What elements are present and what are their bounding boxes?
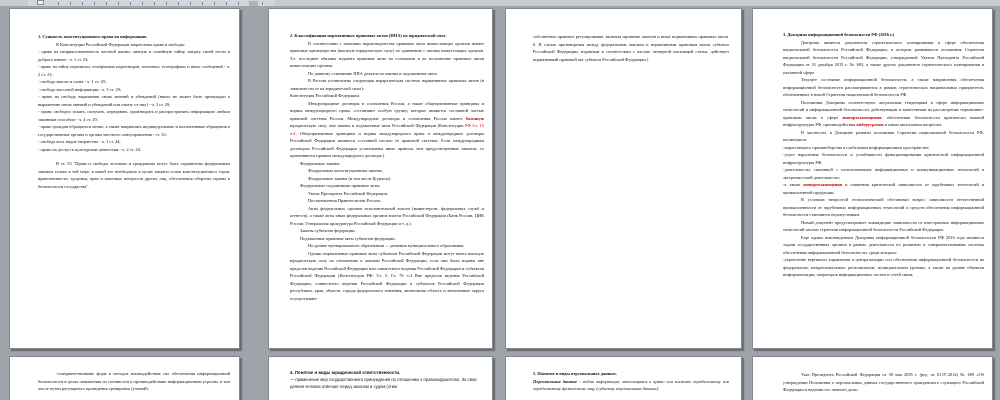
page-3-text <box>506 9 741 348</box>
text-block: -а также импортозамещения и снижения критической зависимости от зарубежных технологий и промышленной продукции. <box>783 182 985 195</box>
document-page-8[interactable] <box>752 356 993 400</box>
text-block: - право на доступ к культурным ценностям - ч. 2 ст. 44. <box>38 146 142 152</box>
text-block: -угроз нарушения безопасности и устойчивости функционирования критической информационной инфраструктуры РФ; <box>783 152 984 165</box>
text-block: Законы субъектов федерации. <box>300 228 356 233</box>
text-block: 1. Сущность конституционного права на информацию. <box>38 34 148 39</box>
text-block: Федеральные конституционные законы. <box>308 168 383 173</box>
page-1-text <box>10 9 239 348</box>
ruler-indent-marker[interactable] <box>249 1 258 6</box>
text-block: Акты федеральных органов исполнительной власти (министерств, федеральных служб и агентств), а также акты иных федеральных органов власти Российской Федерации (Банк России, ЦИК России, Генеральная прокуратура Российской Федерации и т. д.). <box>290 205 484 226</box>
document-page-5[interactable] <box>9 356 240 400</box>
text-block: Постановления Правительства России. <box>308 198 381 203</box>
ribbon-bottom-strip <box>0 0 1000 6</box>
text-block: - право на тайну переписки, телефонных переговоров, почтовых, телеграфных и иных сообщений - ч. 2 ст. 23; <box>38 64 230 77</box>
text-block: Однако нормативные правовые акты субъектов Российской Федерации могут иметь высшую юридическую силу по отношению к законам Российской Федерации, если они были изданы вне пределов ведения Российской Федерации или совместного ведения Российской Федерации и субъектов Российской Федерации (Конституция РФ: Гл. 3. Ст. 76 ч.4 Вне пределов ведения Российской Федерации, совместного ведения Российской Федерации и субъектов Российской Федерации республики, края, области, города федерального значения, автономная область и автономные округа осуществляют <box>290 250 484 301</box>
text-block: собственное правовое регулирование, включая принятие законов и иных нормативных правовых актов. 6. В случае противоречия между федеральным законом и нормативным правовым актом субъекта Российской Федерации, изданным в соответствии с частью четвертой настоящей статьи, действует нормативный правовой акт субъекта Российской Федерации.) <box>533 34 729 62</box>
text-block: Федеральные законы (в том числе Кодексы). <box>308 175 392 181</box>
document-page-7[interactable] <box>505 356 742 400</box>
page-5-text <box>10 357 239 400</box>
text-block: - право граждан обращаться лично, а также направлять индивидуальные и коллективные обращения в государственные органы и органы местного самоуправления - ст. 33; <box>38 124 230 137</box>
document-page-1[interactable] <box>9 8 240 349</box>
ruler-tick-marks <box>58 2 264 5</box>
page-4-text <box>753 9 992 348</box>
text-block: — применение мер государственного принуждения по отношению к правонарушителю. За свои деяния человек отвечает перед законом и судом (этим <box>290 377 477 389</box>
text-block: 3. Доктрина информационной безопасности РФ (2016 г.) <box>783 32 895 37</box>
text-block: На уровне муниципального образования — решения муниципального образования. <box>308 243 465 248</box>
text-block: - право на свободу выражения своих мнений и убеждений (никто не может быть принужден к выражению своих мнений и убеждений или отказу от них) - ч. 3 ст. 29; <box>38 94 230 107</box>
text-block: 2. Классификация нормативных правовых актов (НПА) по юридической силе. <box>290 33 447 38</box>
text-block: -деятельности, связанной с использованием информационных и коммуникационных технологий в экстремистской деятельности; <box>783 167 984 180</box>
text-block: Указ Президента Российской Федерации от 30 мая 2005 г. (ред. от 01.07.2014) № 609 «Об утверждении Положения о персональных данных государственного гражданского служащего Российской Федерации и ведении его личного дела» <box>783 372 984 392</box>
text-block: Федеральные подзаконные правовые акты: <box>300 183 381 188</box>
text-block: В условиях непростой геополитической обстановки вопрос зависимости отечественной промышленности от зарубежных информационных технологий и средств обеспечения информационной безопасности становится недопустимым. <box>783 197 984 217</box>
page-6-text <box>269 357 492 400</box>
text-block: -нарастающего противоборства в глобальном информационном пространстве; <box>783 144 930 150</box>
text-block: Подзаконные правовые акты субъектов федерации. <box>300 235 396 241</box>
page-7-text <box>506 357 741 400</box>
text-block: В соответствии с законами нормотворчества правовые акты вышестоящих органов имеют правовые преимущества (высшую юридическую силу) по сравнению с актами нижестоящих органов. Т.е. последние обязаны издавать правовые акты на основании и во исполнение правовых актов вышестоящих органов. <box>290 40 484 68</box>
page-8-text <box>753 357 992 400</box>
text-block: В России установлена следующая иерархическая система нормативных правовых актов (в зависимости от их юридической силы): <box>290 78 484 91</box>
text-block: Текущее состояние информационной безопасности, а также направления обеспечения информационной безопасности рассматриваются в рамках стратегических национальных приоритетов, обозначенных в новой Стратегии национальной безопасности РФ. <box>783 77 984 97</box>
document-page-3[interactable] <box>505 8 742 349</box>
text-block: 4. Понятие и виды юридической ответственности. <box>290 370 401 375</box>
horizontal-ruler[interactable] <box>28 0 274 6</box>
text-block: В ст. 55 "Права и свободы человека и гражданина могут быть ограничены федеральным законом только в той мере, в какой это необходимо в целях защиты основ конституционного строя, нравственности, здоровья, прав и законных интересов других лиц, обеспечения обороны страны и безопасности государства". <box>38 161 230 189</box>
text-block: Новый документ предусматривает ликвидацию зависимости от иностранных информационных технологий частью стратегии информационной безопасности Российской Федерации. <box>783 219 984 232</box>
text-block: В частности, в Доктрине развиты положения Стратегии национальной безопасности РФ, касающиеся: <box>783 129 984 142</box>
text-block: Федеральные законы: <box>300 160 341 166</box>
text-block: Доктрина является документом стратегического планирования в сфере обеспечения национальной безопасности Российской Федерации, в котором развиваются положения Стратегии национальной безопасности Российской Федерации, утвержденной Указом Президента Российской Федерации от 31 декабря 2015 г. № 683, а также других документов стратегического планирования в указанной сфере. <box>783 39 984 75</box>
page-2-text <box>269 9 492 348</box>
text-block: - право свободно искать, получать, передавать, производить и распространять информацию любым законным способом - ч. 4 ст. 29; <box>38 109 230 122</box>
text-block: - право на неприкосновенность частной жизни, личную и семейную тайну, защиту своей чести и доброго имени - ч. 1 ст. 23; <box>38 49 230 62</box>
document-page-2[interactable] <box>268 8 493 349</box>
text-block: Указы Президента Российской Федерации. <box>308 190 389 196</box>
text-block: Персональные данные - любая информация, относящаяся к прямо или косвенно определенному или определяемому физическому лицу (субъекту персональных данных); <box>533 378 729 391</box>
text-block: -совершенствование форм и методов взаимодействия сил обеспечения информационной безопасности в целях повышения их готовности к противодействию информационным угрозам, в том числе путем регулярного проведения тренировок (учений); <box>38 371 230 391</box>
text-block: -укрепление вертикали управления и централизации сил обеспечения информационной безопасности на федеральном, межрегиональном, региональном, муниципальном уровнях, а также на уровне объектов информатизации, операторов информационных систем и сетей связи; <box>783 257 984 277</box>
tab-stop-box-icon[interactable] <box>37 0 44 5</box>
text-block: 5. Понятие и виды персональных данных. <box>533 371 617 376</box>
text-block: - свобода массовой информации - ч. 5 ст. 29; <box>38 86 122 92</box>
text-block: Положения Доктрины соответствуют актуальным тенденциям в сфере информационных технологий и информационной безопасности, действующим и вынесенным на рассмотрение нормативно-правовым актам в сфере импортозамещения, обеспечения безопасности критически важной инфраструктуры РФ, противодействия киберугрозам и иным актуальным вопросам. <box>783 99 984 127</box>
text-block: Конституция Российской Федерации. <box>290 93 360 98</box>
document-page-6[interactable] <box>268 356 493 400</box>
document-page-4[interactable] <box>752 8 993 349</box>
text-block: В Конституции Российской Федерации закреплены права и свободы: <box>56 41 186 47</box>
text-block: - свобода всех видов творчества - ч. 1 ст. 44; <box>38 139 121 144</box>
text-block: Ещё одним нововведением Доктрины информационной безопасности РФ 2016 года являются задачи государственных органов в рамках деятельности по развитию и совершенствованию системы обеспечения информационной безопасности, среди которых: <box>783 234 984 255</box>
text-block: По данному основанию НПА делятся на законы и подзаконные акты. <box>308 70 438 76</box>
text-block: Международные договоры и соглашения России, а также общепризнанные принципы и нормы международного права, составляют особую группу, которые являются составной частью правовой системы России. Международные договоры и соглашения России имеют большую юридическую силу, чем законы и подзаконные акты Российской Федерации (Конституция РФ Ст. 15 ч.4. Общепризнанные принципы и нормы международного права и международные договоры Российской Федерации являются составной частью ее правовой системы. Если международным договором Российской Федерации установлены иные правила, чем предусмотренные законом, то применяются правила международного договора.). <box>290 100 484 158</box>
text-block: - свобода мысли и слова - ч. 1 ст. 29; <box>38 79 107 84</box>
